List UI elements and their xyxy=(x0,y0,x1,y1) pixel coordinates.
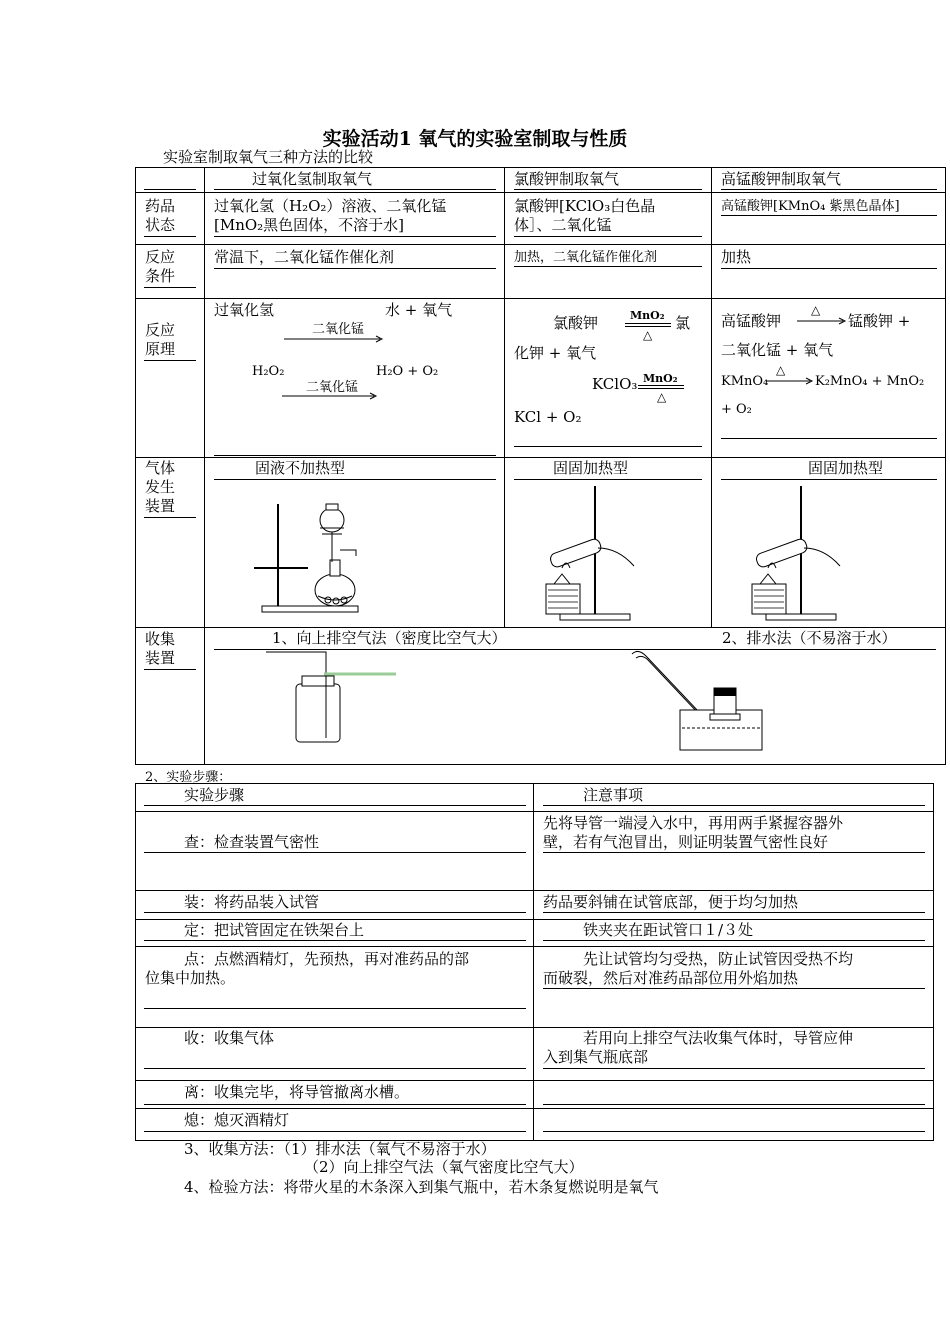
row-label-condition-2: 条件 xyxy=(145,267,176,285)
kclo3-word-left: 氯酸钾 xyxy=(553,314,599,332)
header-kclo3: 氯酸钾制取氧气 xyxy=(514,170,620,188)
steps-header-step: 实验步骤 xyxy=(184,786,245,804)
kmno4-formula-right-a: K₂MnO₄ + MnO₂ xyxy=(815,374,925,389)
step-ignite-2: 位集中加热。 xyxy=(145,969,236,987)
kclo3-mno2-1: MnO₂ xyxy=(630,309,665,322)
kclo3-drug-line-1: 氯酸钾[KClO₃白色晶 xyxy=(514,197,656,215)
note-ignite-2: 而破裂，然后对准药品部位用外焰加热 xyxy=(543,969,799,987)
h2o2-catalyst-2: 二氧化锰 xyxy=(306,380,359,395)
arrow-icon xyxy=(766,376,814,386)
collection-method-1: 1、向上排空气法（密度比空气大） xyxy=(272,629,507,647)
step-load: 装：将药品装入试管 xyxy=(184,893,320,911)
kmno4-word-right-b: 二氧化锰 + 氧气 xyxy=(721,341,834,359)
upward-air-collection-image xyxy=(262,648,402,748)
kclo3-word-right-a: 氯 xyxy=(675,314,691,332)
water-displacement-collection-image xyxy=(630,648,770,754)
apparatus-h2o2-type: 固液不加热型 xyxy=(255,459,346,477)
heat-icon: △ xyxy=(643,328,653,342)
kclo3-mno2-2: MnO₂ xyxy=(643,372,678,385)
step-fix: 定：把试管固定在铁架台上 xyxy=(184,921,365,939)
step-extinguish: 熄：熄灭酒精灯 xyxy=(184,1111,290,1129)
note-load: 药品要斜铺在试管底部，便于均匀加热 xyxy=(543,893,799,911)
arrow-icon xyxy=(284,334,384,344)
h2o2-formula-right: H₂O + O₂ xyxy=(376,364,439,379)
note-collect-2: 入到集气瓶底部 xyxy=(543,1048,649,1066)
kmno4-word-left: 高锰酸钾 xyxy=(721,312,782,330)
heat-icon: △ xyxy=(657,390,667,404)
kmno4-drug: 高锰酸钾[KMnO₄ 紫黑色晶体] xyxy=(721,199,900,214)
h2o2-word-left: 过氧化氢 xyxy=(214,301,275,319)
header-h2o2: 过氧化氢制取氧气 xyxy=(252,170,373,188)
steps-header-note: 注意事项 xyxy=(583,786,644,804)
arrow-icon xyxy=(797,316,847,326)
apparatus-kclo3-type: 固固加热型 xyxy=(553,459,629,477)
heat-icon: △ xyxy=(811,303,821,317)
h2o2-formula-left: H₂O₂ xyxy=(252,364,285,379)
apparatus-kmno4-type: 固固加热型 xyxy=(808,459,884,477)
note-check-2: 壁，若有气泡冒出，则证明装置气密性良好 xyxy=(543,833,829,851)
kclo3-word-right-b: 化钾 + 氧气 xyxy=(514,344,597,362)
row-label-drug-1: 药品 xyxy=(145,197,176,215)
kclo3-formula-right: KCl + O₂ xyxy=(514,408,582,426)
row-label-principle-2: 原理 xyxy=(145,340,176,358)
table-subtitle: 实验室制取氧气三种方法的比较 xyxy=(163,148,374,166)
h2o2-drug-line-1: 过氧化氢（H₂O₂）溶液、二氧化锰 xyxy=(214,197,447,215)
h2o2-word-right: 水 + 氧气 xyxy=(385,301,453,319)
step-collect: 收：收集气体 xyxy=(184,1029,275,1047)
liquid-solid-apparatus-image xyxy=(250,494,360,618)
step-ignite-1: 点：点燃酒精灯，先预热，再对准药品的部 xyxy=(184,950,470,968)
arrow-icon xyxy=(282,391,378,401)
kmno4-condition: 加热 xyxy=(721,248,752,266)
row-label-collection-2: 装置 xyxy=(145,649,176,667)
row-label-collection-1: 收集 xyxy=(145,630,176,648)
kmno4-heating-apparatus-image xyxy=(746,486,841,624)
row-label-drug-2: 状态 xyxy=(145,216,176,234)
kmno4-formula-left: KMnO₄ xyxy=(721,374,769,389)
h2o2-drug-line-2: [MnO₂黑色固体，不溶于水] xyxy=(214,216,405,234)
row-label-condition-1: 反应 xyxy=(145,248,176,266)
collection-methods-line-2: （2）向上排空气法（氧气密度比空气大） xyxy=(304,1158,584,1176)
test-method: 4、检验方法：将带火星的木条深入到集气瓶中，若木条复燃说明是氧气 xyxy=(184,1178,659,1196)
heat-icon: △ xyxy=(776,363,786,377)
note-fix: 铁夹夹在距试管口１/３处 xyxy=(583,921,754,939)
collection-methods-line-1: 3、收集方法：（1）排水法（氧气不易溶于水） xyxy=(184,1140,496,1158)
note-ignite-1: 先让试管均匀受热，防止试管因受热不均 xyxy=(583,950,854,968)
h2o2-catalyst-1: 二氧化锰 xyxy=(312,322,365,337)
row-label-apparatus-1: 气体 xyxy=(145,459,176,477)
kclo3-formula-left: KClO₃ xyxy=(592,375,638,393)
kclo3-condition: 加热，二氧化锰作催化剂 xyxy=(514,250,658,265)
kclo3-heating-apparatus-image xyxy=(540,486,635,624)
kmno4-formula-right-b: + O₂ xyxy=(721,402,752,417)
row-label-apparatus-2: 发生 xyxy=(145,478,176,496)
collection-method-2: 2、排水法（不易溶于水） xyxy=(722,629,897,647)
header-kmno4: 高锰酸钾制取氧气 xyxy=(721,170,842,188)
step-check: 查：检查装置气密性 xyxy=(184,833,320,851)
kclo3-drug-line-2: 体］、二氧化锰 xyxy=(514,216,612,234)
row-label-principle-1: 反应 xyxy=(145,321,176,339)
page-title: 实验活动1 氧气的实验室制取与性质 xyxy=(322,128,628,150)
note-collect-1: 若用向上排空气法收集气体时，导管应伸 xyxy=(583,1029,854,1047)
step-remove: 离：收集完毕，将导管撤离水槽。 xyxy=(184,1083,410,1101)
steps-heading: 2、实验步骤： xyxy=(145,770,232,785)
row-label-apparatus-3: 装置 xyxy=(145,497,176,515)
kmno4-word-right-a: 锰酸钾 + xyxy=(848,312,911,330)
h2o2-condition: 常温下，二氧化锰作催化剂 xyxy=(214,248,395,266)
note-check-1: 先将导管一端浸入水中，再用两手紧握容器外 xyxy=(543,814,844,832)
